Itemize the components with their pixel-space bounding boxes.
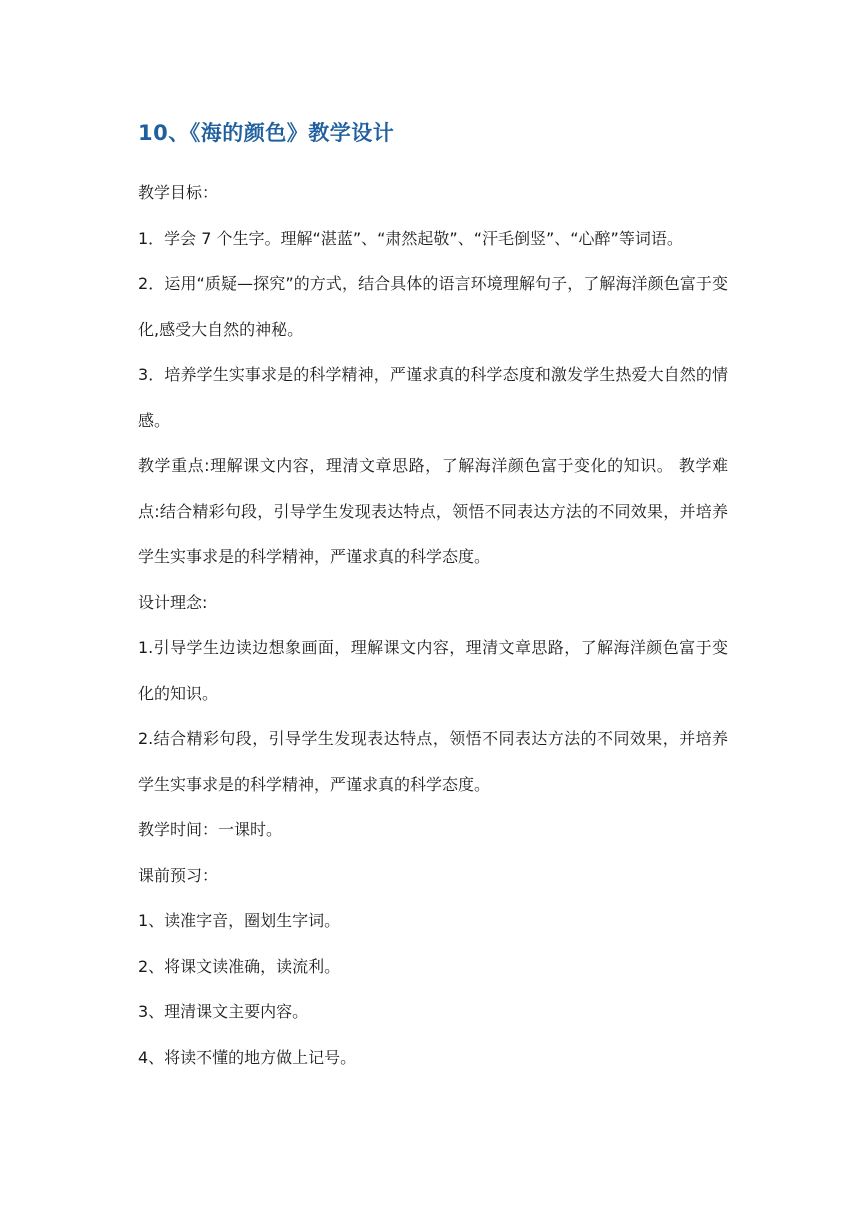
preview-item-3: 3、理清课文主要内容。 [138,1002,309,1021]
section-heading-design-concept: 设计理念: [138,592,208,612]
document-page [138,116,728,1080]
teaching-time: 教学时间：一课时。 [138,820,283,839]
goal-item-1: 1．学会 7 个生字。理解“湛蓝”、“肃然起敬”、“汗毛倒竖”、“心醉”等词语。 [138,228,683,248]
concept-item-1: 1.引导学生边读边想象画面，理解课文内容，理清文章思路，了解海洋颜色富于变化的知识。 [138,638,728,703]
document-title: 10、《海的颜色》教学设计 [138,121,395,145]
preview-item-1: 1、读准字音，圈划生字词。 [138,911,341,930]
goal-item-3: 3．培养学生实事求是的科学精神，严谨求真的科学态度和激发学生热爱大自然的情感。 [138,365,728,430]
goal-item-2: 2．运用“质疑—探究”的方式，结合具体的语言环境理解句子，了解海洋颜色富于变化,感受大自然的神秘。 [138,274,728,339]
concept-item-2: 2.结合精彩句段，引导学生发现表达特点，领悟不同表达方法的不同效果，并培养学生实事求是的科学精神，严谨求真的科学态度。 [138,729,728,794]
preview-item-2: 2、将课文读准确，读流利。 [138,956,341,976]
section-heading-teaching-goals: 教学目标： [138,183,219,202]
preview-item-4: 4、将读不懂的地方做上记号。 [138,1047,357,1067]
section-heading-preview: 课前预习： [138,865,219,885]
key-points-and-difficulties: 教学重点:理解课文内容，理清文章思路，了解海洋颜色富于变化的知识。 教学难点:结合精彩句段，引导学生发现表达特点，领悟不同表达方法的不同效果，并培养学生实事求是的科学精神，严谨求真的科学态度。 [138,456,728,566]
